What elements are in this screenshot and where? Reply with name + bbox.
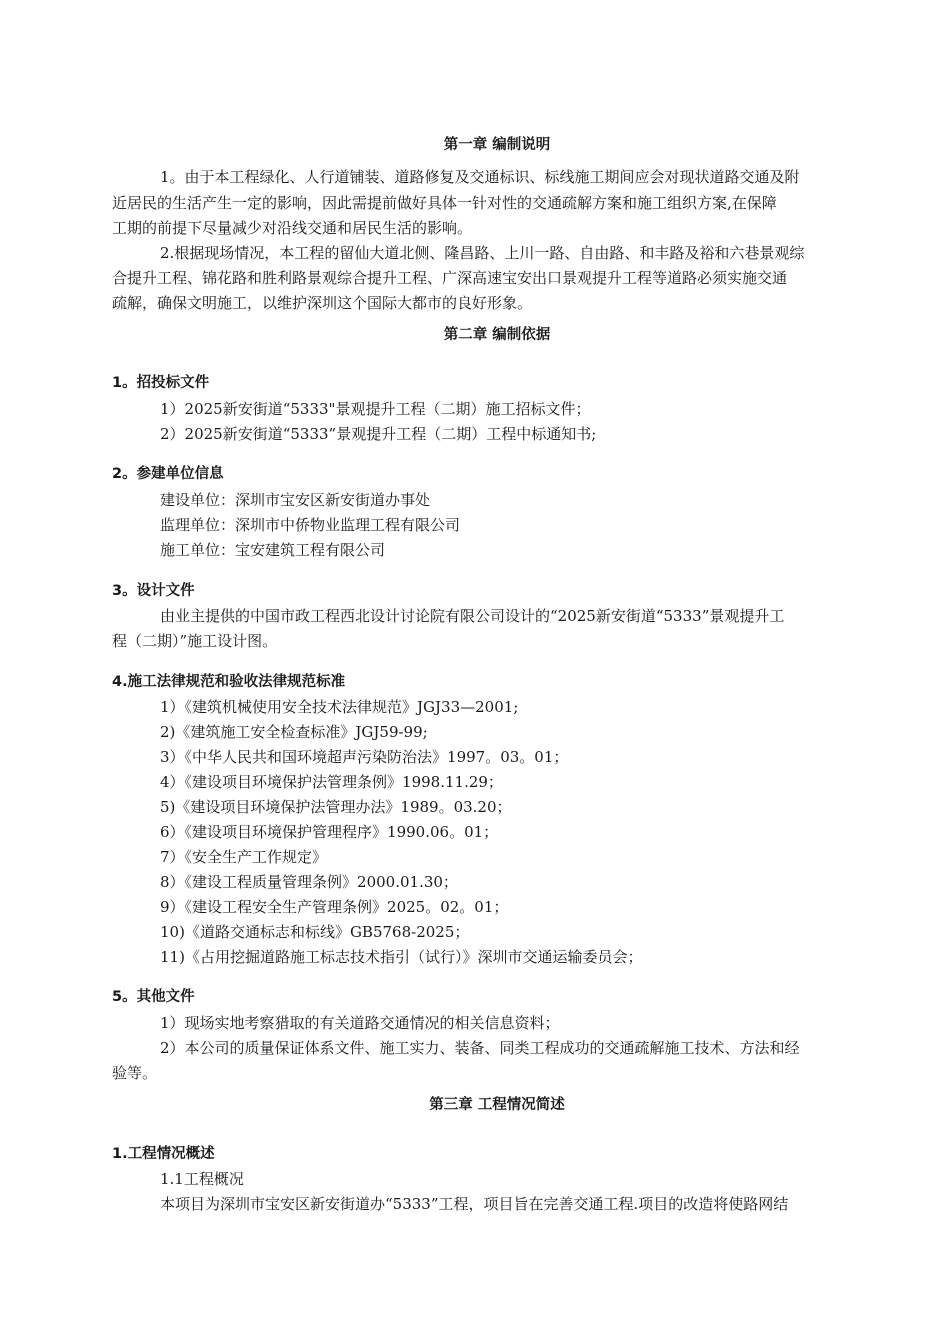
- design-line2: 程（二期）”施工设计图。: [112, 632, 278, 650]
- other-line2: 2）本公司的质量保证体系文件、施工实力、装备、同类工程成功的交通疏解施工技术、方法和经: [160, 1039, 800, 1057]
- overview-line1: 本项目为深圳市宝安区新安街道办“5333”工程，项目旨在完善交通工程.项目的改造将使路网结: [160, 1195, 789, 1213]
- section-heading-bidding: 1。招投标文件: [112, 375, 210, 391]
- section-heading-other: 5。其他文件: [112, 989, 195, 1005]
- list-item: 6）《建设项目环境保护管理程序》1990.06。01；: [160, 823, 499, 841]
- section-heading-participants: 2。参建单位信息: [112, 466, 224, 482]
- list-item: 1）《建筑机械使用安全技术法律规范》JGJ33—2001;: [160, 698, 519, 716]
- ch1-para2-line3: 疏解，确保文明施工，以维护深圳这个国际大都市的良好形象。: [112, 294, 533, 312]
- section-heading-standards: 4.施工法律规范和验收法律规范标准: [112, 674, 346, 690]
- list-item: 施工单位：宝安建筑工程有限公司: [160, 541, 386, 559]
- list-item: 10)《道路交通标志和标线》GB5768-2025；: [160, 923, 470, 941]
- chapter-3-title: 第三章 工程情况简述: [429, 1097, 565, 1113]
- ch1-para2-line1: 2.根据现场情况，本工程的留仙大道北侧、隆昌路、上川一路、自由路、和丰路及裕和六巷景观综: [160, 244, 805, 262]
- list-item: 1）2025新安街道“5333"景观提升工程（二期）施工招标文件；: [160, 400, 591, 418]
- ch1-para1-line2: 近居民的生活产生一定的影响，因此需提前做好具体一针对性的交通疏解方案和施工组织方案,在保障: [112, 194, 777, 212]
- chapter-1-title: 第一章 编制说明: [443, 137, 551, 153]
- list-item: 监理单位：深圳市中侨物业监理工程有限公司: [160, 516, 461, 534]
- other-line1: 1）现场实地考察猎取的有关道路交通情况的相关信息资料；: [160, 1014, 560, 1032]
- list-item: 9）《建设工程安全生产管理条例》2025。02。01；: [160, 898, 509, 916]
- list-item: 2)《建筑施工安全检查标准》JGJ59-99;: [160, 723, 428, 741]
- list-item: 5)《建设项目环境保护法管理办法》1989。03.20；: [160, 798, 512, 816]
- chapter-2-title: 第二章 编制依据: [443, 327, 551, 343]
- list-item: 11)《占用挖掘道路施工标志技术指引（试行）》深圳市交通运输委员会；: [160, 948, 643, 966]
- section-heading-design: 3。设计文件: [112, 583, 195, 599]
- list-item: 8）《建设工程质量管理条例》2000.01.30；: [160, 873, 458, 891]
- section-heading-overview: 1.工程情况概述: [112, 1146, 215, 1162]
- list-item: 建设单位：深圳市宝安区新安街道办事处: [160, 491, 431, 509]
- list-item: 2）2025新安街道“5333”景观提升工程（二期）工程中标通知书;: [160, 425, 597, 443]
- ch1-para2-line2: 合提升工程、锦花路和胜利路景观综合提升工程、广深高速宝安出口景观提升工程等道路必须实施交通: [112, 269, 788, 287]
- list-item: 3）《中华人民共和国环境超声污染防治法》1997。03。01；: [160, 748, 569, 766]
- other-line3: 验等。: [112, 1064, 158, 1082]
- list-item: 7）《安全生产工作规定》: [160, 848, 328, 866]
- design-line1: 由业主提供的中国市政工程西北设计讨论院有限公司设计的“2025新安街道“5333”景观提升工: [160, 607, 785, 625]
- list-item: 4）《建设项目环境保护法管理条例》1998.11.29；: [160, 773, 503, 791]
- ch1-para1-line3: 工期的前提下尽量减少对沿线交通和居民生活的影响。: [112, 219, 473, 237]
- subsection-heading: 1.1工程概况: [160, 1170, 244, 1188]
- ch1-para1-line1: 1。由于本工程绿化、人行道铺装、道路修复及交通标识、标线施工期间应会对现状道路交通及附: [160, 168, 800, 186]
